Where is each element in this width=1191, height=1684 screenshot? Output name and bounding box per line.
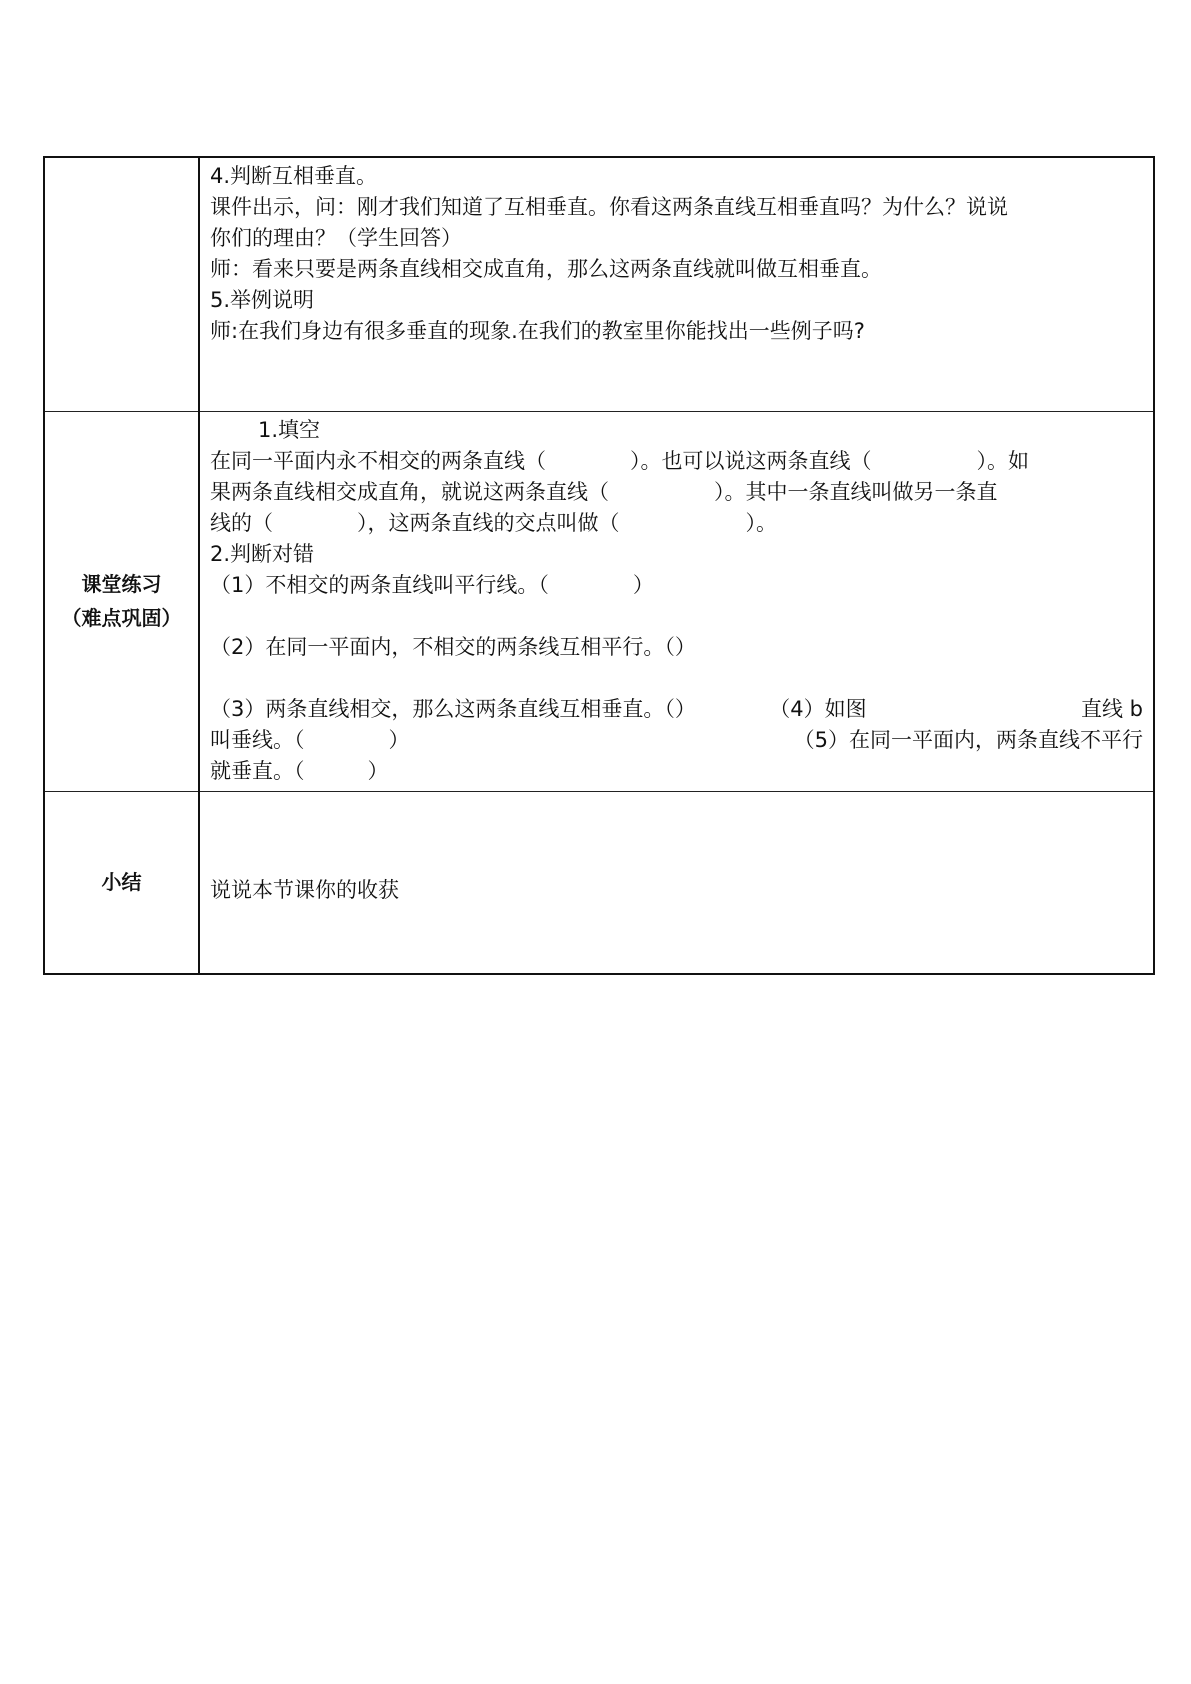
step-4-question-line2: 你们的理由？（学生回答）	[210, 226, 462, 250]
judge-item-1: （1）不相交的两条直线叫平行线。（ ）	[210, 573, 654, 597]
spacer	[210, 663, 1143, 694]
lesson-table	[43, 156, 1155, 975]
step-4-teacher-conclusion: 师：看来只要是两条直线相交成直角，那么这两条直线就叫做互相垂直。	[210, 257, 882, 281]
judge-item-3-4-row	[210, 694, 1143, 725]
fill-blank-title: 1.填空	[258, 418, 321, 442]
judge-item-4: （4）如图	[769, 697, 867, 721]
judge-title: 2.判断对错	[210, 542, 315, 566]
judge-item-4-tail: 直线 b	[1080, 697, 1143, 721]
step-5-teacher-prompt: 师:在我们身边有很多垂直的现象.在我们的教室里你能找出一些例子吗?	[210, 319, 865, 343]
spacer	[210, 601, 1143, 632]
judge-item-4-end: 叫垂线。（ ）	[210, 728, 410, 752]
practice-label: 课堂练习	[81, 573, 162, 596]
table-row-practice	[44, 412, 1154, 792]
table-row-teaching-steps	[44, 157, 1154, 412]
judge-item-5: （5）在同一平面内，两条直线不平行	[793, 728, 1143, 752]
judge-item-5-end: 就垂直。（ ）	[210, 759, 389, 783]
label-cell-empty	[44, 157, 199, 412]
judge-item-3: （3）两条直线相交，那么这两条直线互相垂直。（）	[210, 697, 696, 721]
summary-content-cell	[199, 792, 1154, 975]
summary-label-cell	[44, 792, 199, 975]
judge-item-4-5-row	[210, 725, 1143, 756]
fill-blank-line2: 果两条直线相交成直角，就说这两条直线（ ）。其中一条直线叫做另一条直	[210, 480, 998, 504]
practice-sublabel: （难点巩固）	[61, 607, 182, 630]
fill-blank-line3: 线的（ ），这两条直线的交点叫做（ ）。	[210, 511, 777, 535]
table-row-summary	[44, 792, 1154, 975]
step-4-title: 4.判断互相垂直。	[210, 164, 378, 188]
step-4-question-line1: 课件出示，问：刚才我们知道了互相垂直。你看这两条直线互相垂直吗？为什么？说说	[210, 195, 1008, 219]
summary-label: 小结	[101, 871, 142, 894]
judge-item-2: （2）在同一平面内，不相交的两条线互相平行。（）	[210, 635, 696, 659]
practice-label-cell	[44, 412, 199, 792]
summary-text: 说说本节课你的收获	[210, 878, 399, 902]
practice-content-cell	[199, 412, 1154, 792]
fill-blank-line1: 在同一平面内永不相交的两条直线（ ）。也可以说这两条直线（ ）。如	[210, 449, 1029, 473]
teaching-steps-cell	[199, 157, 1154, 412]
step-5-title: 5.举例说明	[210, 288, 315, 312]
